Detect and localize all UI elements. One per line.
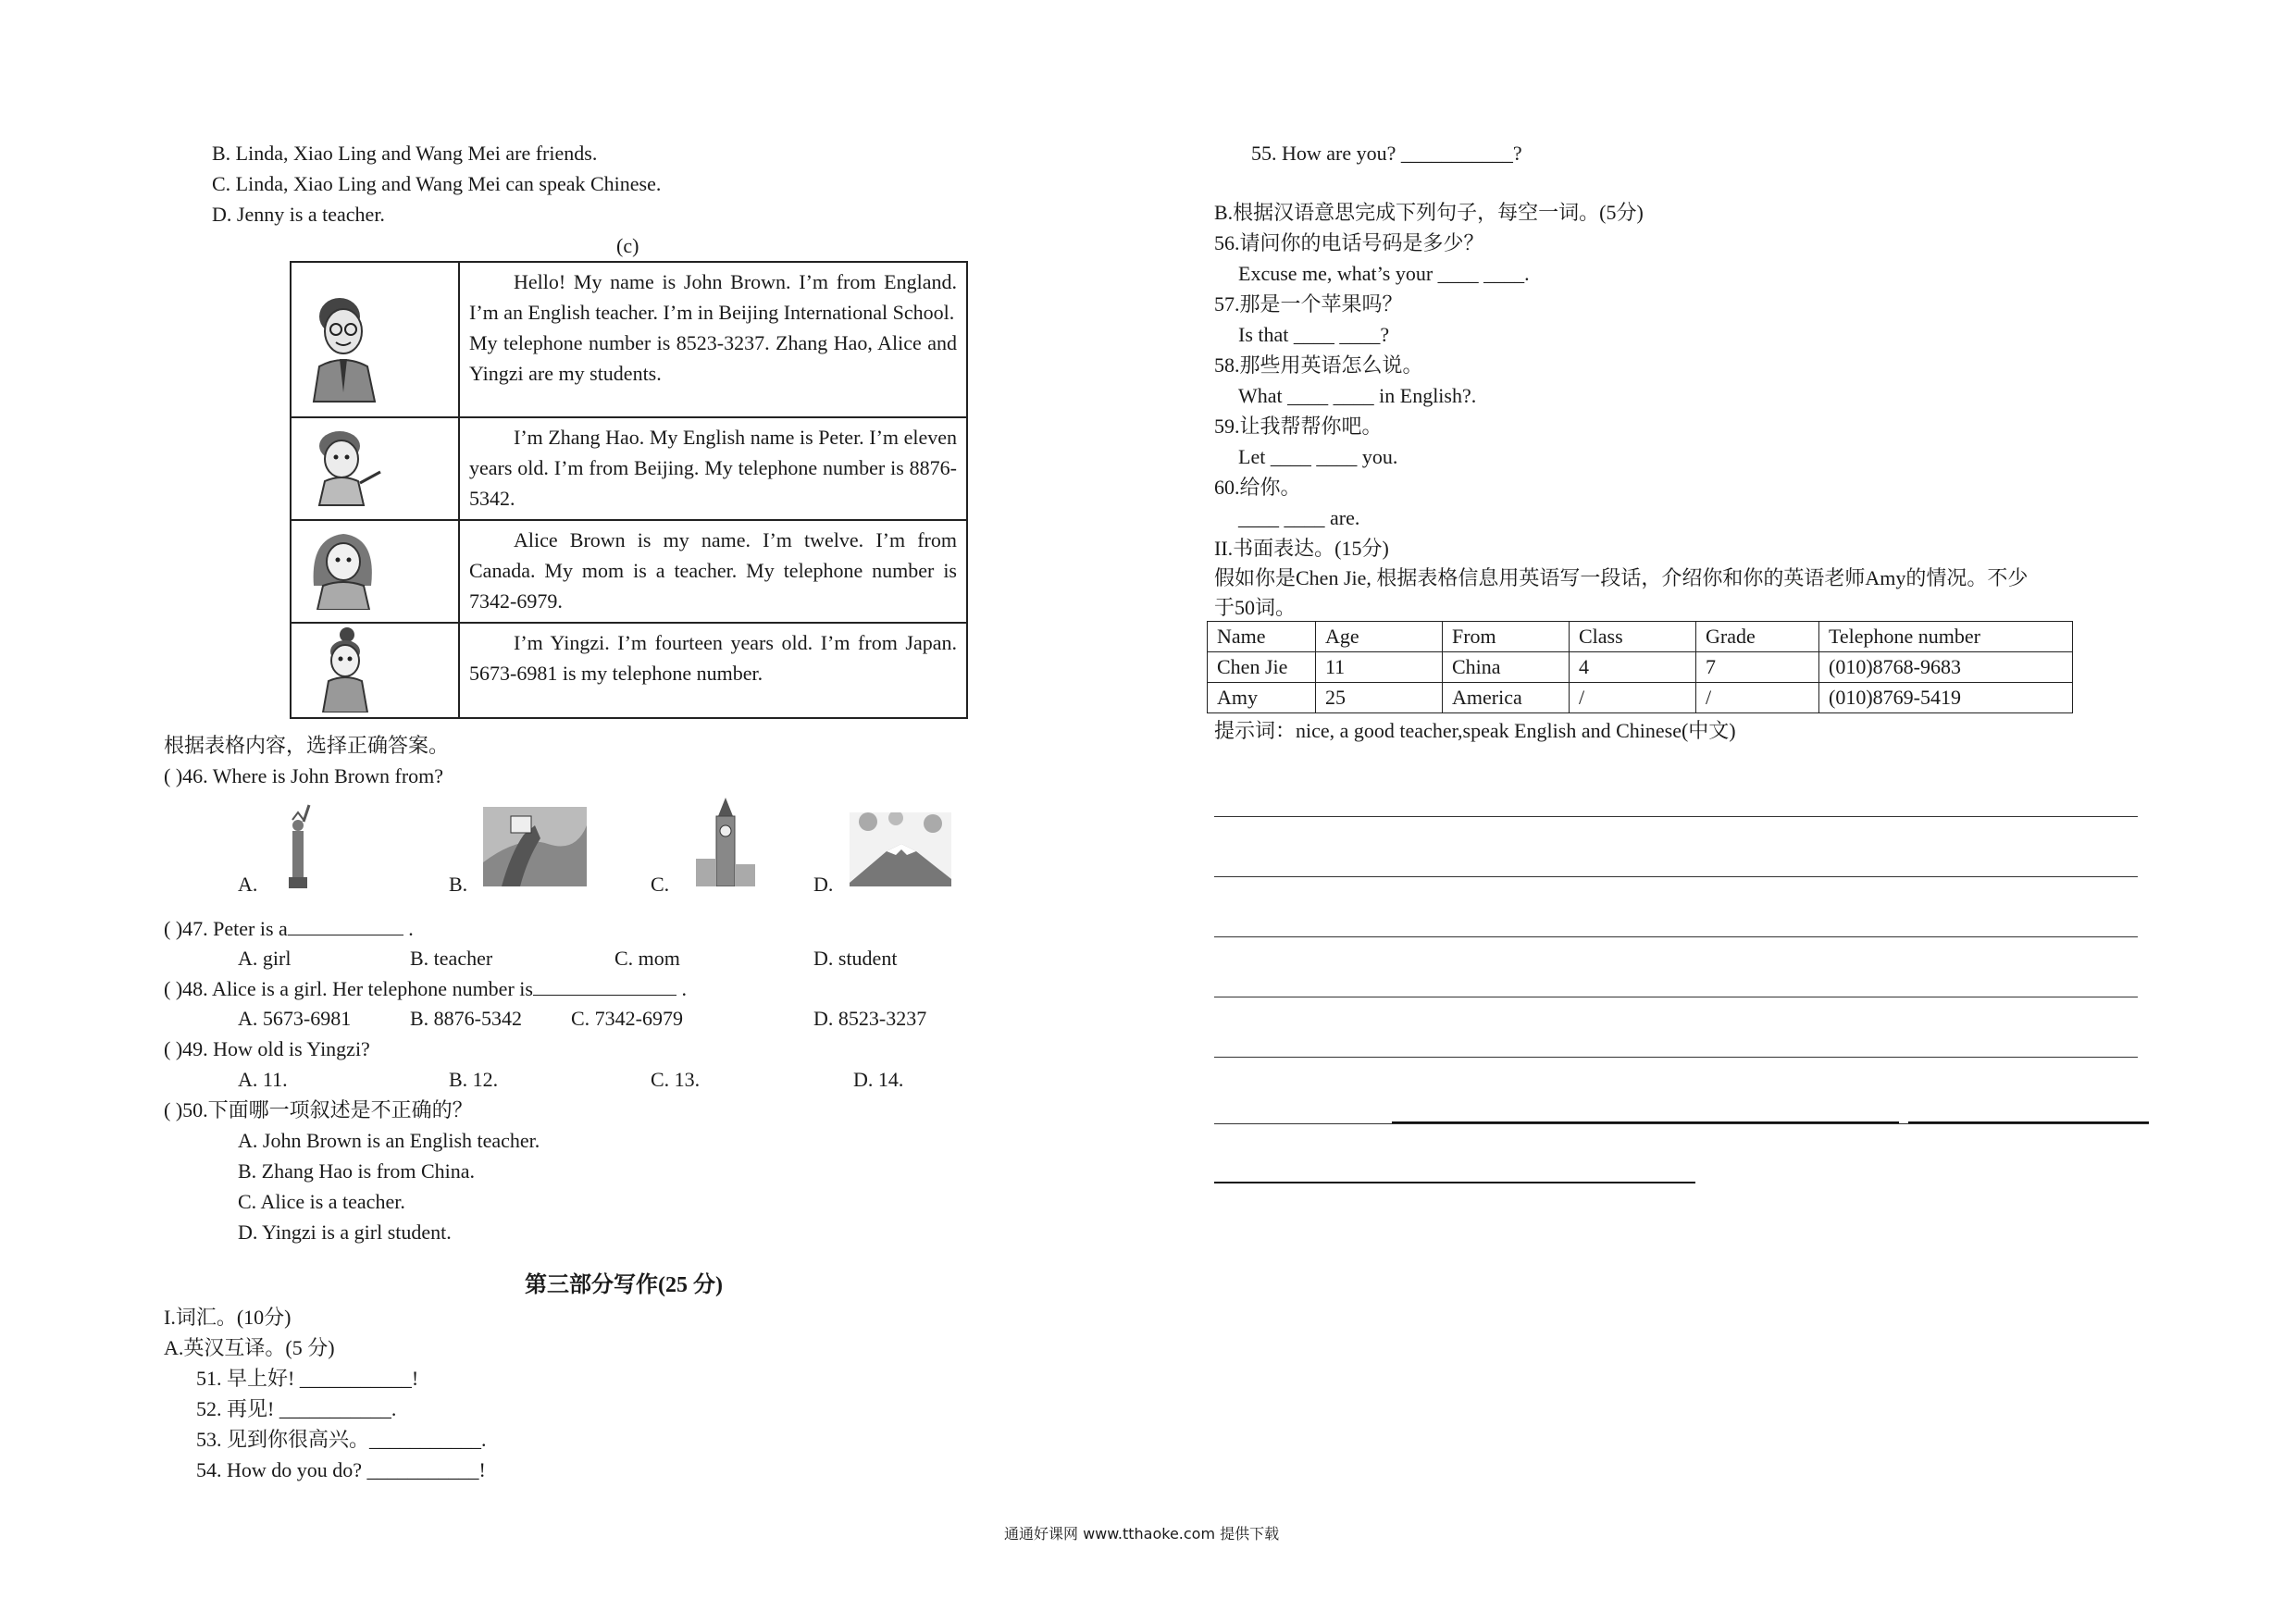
- q48-option-a: A. 5673-6981: [238, 1007, 352, 1030]
- vocab-item-51: 51. 早上好! ___________!: [196, 1367, 419, 1390]
- table-row: [291, 417, 967, 520]
- table-cell: 7: [1696, 652, 1819, 683]
- q50-option-d: D. Yingzi is a girl student.: [238, 1220, 452, 1244]
- table-cell: 4: [1570, 652, 1696, 683]
- header-cell: Class: [1570, 622, 1696, 652]
- picture-cell: [291, 520, 459, 623]
- q48-option-d: D. 8523-3237: [813, 1007, 927, 1030]
- sentence-57-en: Is that ____ ____?: [1238, 323, 1390, 346]
- vocab-item-54: 54. How do you do? ___________!: [196, 1458, 486, 1481]
- writing-line: [1392, 1121, 1899, 1123]
- footer-text: 通通好课网 www.tthaoke.com 提供下载: [1004, 1525, 1280, 1542]
- table-cell: 25: [1316, 683, 1443, 713]
- header-cell: From: [1443, 622, 1570, 652]
- paragraph: Hello! My name is John Brown. I’m from England. I’m an English teacher. I’m in Beijing International School.: [469, 270, 957, 324]
- boy-icon: [292, 418, 458, 507]
- table-cell: 11: [1316, 652, 1443, 683]
- q49-option-b: B. 12.: [449, 1068, 499, 1091]
- man-with-glasses-icon: [292, 263, 458, 411]
- sentence-59-cn: 59.让我帮帮你吧。: [1214, 415, 1383, 438]
- header-cell: Name: [1208, 622, 1316, 652]
- writing-prompt-line2: 于50词。: [1214, 596, 1297, 619]
- question-48: ( )48. Alice is a girl. Her telephone number is .: [164, 977, 687, 1000]
- header-cell: Telephone number: [1819, 622, 2073, 652]
- sentence-58-en: What ____ ____ in English?.: [1238, 384, 1477, 407]
- table-row: [291, 262, 967, 417]
- reading-text-cell: [459, 262, 967, 417]
- writing-line: [1214, 1057, 2138, 1058]
- vocab-title: I.词汇。(10分): [164, 1306, 292, 1329]
- answer-blank: [288, 916, 403, 935]
- sentence-60-en: ____ ____ are.: [1238, 506, 1360, 529]
- mount-fuji-icon: [850, 812, 951, 886]
- q48-option-c: C. 7342-6979: [571, 1007, 683, 1030]
- hint-words: 提示词：nice, a good teacher,speak English and Chinese(中文): [1214, 719, 1736, 742]
- writing-line: [1214, 876, 2138, 877]
- sentence-56-en: Excuse me, what’s your ____ ____.: [1238, 262, 1530, 285]
- q47-option-b: B. teacher: [410, 947, 493, 970]
- question-text: ( )48. Alice is a girl. Her telephone number is: [164, 977, 533, 1000]
- q46-option-a: A.: [238, 873, 258, 896]
- table-row: [1208, 683, 2073, 713]
- q49-option-c: C. 13.: [651, 1068, 701, 1091]
- writing-line: [1214, 1123, 2149, 1124]
- table-cell: Amy: [1208, 683, 1316, 713]
- sentence-60-cn: 60.给你。: [1214, 476, 1301, 499]
- section-b-title: B.根据汉语意思完成下列句子，每空一词。(5分): [1214, 201, 1644, 224]
- q50-option-c: C. Alice is a teacher.: [238, 1190, 405, 1213]
- reading-text-cell: [459, 417, 967, 520]
- girl-icon: [292, 521, 458, 610]
- table-cell: America: [1443, 683, 1570, 713]
- table-header-row: [1208, 622, 2073, 652]
- question-text: ( )47. Peter is a: [164, 917, 288, 940]
- sentence-57-cn: 57.那是一个苹果吗？: [1214, 292, 1403, 316]
- picture-cell: [291, 417, 459, 520]
- picture-cell: [291, 623, 459, 718]
- table-cell: (010)8768-9683: [1819, 652, 2073, 683]
- option-c-text: C. Linda, Xiao Ling and Wang Mei can speak Chinese.: [212, 172, 662, 195]
- table-cell: China: [1443, 652, 1570, 683]
- writing-line: [1908, 1121, 2149, 1123]
- question-49: ( )49. How old is Yingzi?: [164, 1037, 370, 1060]
- table-cell: /: [1570, 683, 1696, 713]
- q46-option-b: B.: [449, 873, 468, 896]
- header-cell: Grade: [1696, 622, 1819, 652]
- table-cell: (010)8769-5419: [1819, 683, 2073, 713]
- reading-text-cell: [459, 520, 967, 623]
- writing-prompt-line1: 假如你是Chen Jie, 根据表格信息用英语写一段话，介绍你和你的英语老师Amy的情况。不少: [1214, 566, 2029, 589]
- vocab-section-a: A.英汉互译。(5 分): [164, 1336, 335, 1359]
- writing-line: [1214, 816, 2138, 817]
- picture-cell: [291, 262, 459, 417]
- statue-of-liberty-icon: [279, 803, 316, 888]
- vocab-item-52: 52. 再见! ___________.: [196, 1397, 397, 1420]
- table-cell: /: [1696, 683, 1819, 713]
- writing-line: [1214, 1182, 1695, 1183]
- sentence-56-cn: 56.请问你的电话号码是多少？: [1214, 231, 1484, 254]
- great-wall-icon: [483, 807, 587, 886]
- question-46: ( )46. Where is John Brown from?: [164, 764, 444, 787]
- q47-option-a: A. girl: [238, 947, 292, 970]
- q50-option-b: B. Zhang Hao is from China.: [238, 1159, 476, 1183]
- q48-option-b: B. 8876-5342: [410, 1007, 522, 1030]
- sentence-59-en: Let ____ ____ you.: [1238, 445, 1398, 468]
- reading-text-cell: [459, 623, 967, 718]
- table-row: [291, 520, 967, 623]
- writing-title: II.书面表达。(15分): [1214, 537, 1389, 560]
- option-d-text: D. Jenny is a teacher.: [212, 203, 385, 226]
- table-cell: Chen Jie: [1208, 652, 1316, 683]
- vocab-item-53: 53. 见到你很高兴。___________.: [196, 1428, 487, 1451]
- paragraph: I’m Zhang Hao. My English name is Peter. I’m eleven years old. I’m from Beijing. My telephone number is 8876-5342.: [469, 426, 957, 510]
- q46-option-d: D.: [813, 873, 834, 896]
- section-label: (c): [616, 234, 639, 257]
- question-47: ( )47. Peter is a .: [164, 917, 414, 940]
- table-row: [1208, 652, 2073, 683]
- q49-option-a: A. 11.: [238, 1068, 288, 1091]
- q49-option-d: D. 14.: [853, 1068, 904, 1091]
- header-cell: Age: [1316, 622, 1443, 652]
- paragraph: My telephone number is 8523-3237. Zhang Hao, Alice and Yingzi are my students.: [469, 331, 957, 385]
- q46-option-c: C.: [651, 873, 670, 896]
- q47-option-c: C. mom: [614, 947, 680, 970]
- reading-table: [290, 261, 968, 719]
- q50-option-a: A. John Brown is an English teacher.: [238, 1129, 540, 1152]
- paragraph: I’m Yingzi. I’m fourteen years old. I’m from Japan. 5673-6981 is my telephone number.: [469, 631, 957, 685]
- answer-blank: [533, 976, 676, 996]
- paragraph: Alice Brown is my name. I’m twelve. I’m from Canada. My mom is a teacher. My telephone number is 7342-6979.: [469, 528, 957, 613]
- option-b-text: B. Linda, Xiao Ling and Wang Mei are friends.: [212, 142, 598, 165]
- big-ben-icon: [696, 798, 755, 886]
- part3-title: 第三部分写作(25 分): [525, 1273, 723, 1297]
- question-50: ( )50.下面哪一项叙述是不正确的？: [164, 1098, 473, 1121]
- reading-instruction: 根据表格内容，选择正确答案。: [164, 734, 450, 757]
- q47-option-d: D. student: [813, 947, 898, 970]
- info-table: [1207, 621, 2073, 713]
- vocab-item-55: 55. How are you? ___________?: [1251, 142, 1522, 165]
- table-row: [291, 623, 967, 718]
- writing-line: [1214, 936, 2138, 937]
- girl-with-bun-icon: [292, 624, 458, 712]
- sentence-58-cn: 58.那些用英语怎么说。: [1214, 353, 1423, 377]
